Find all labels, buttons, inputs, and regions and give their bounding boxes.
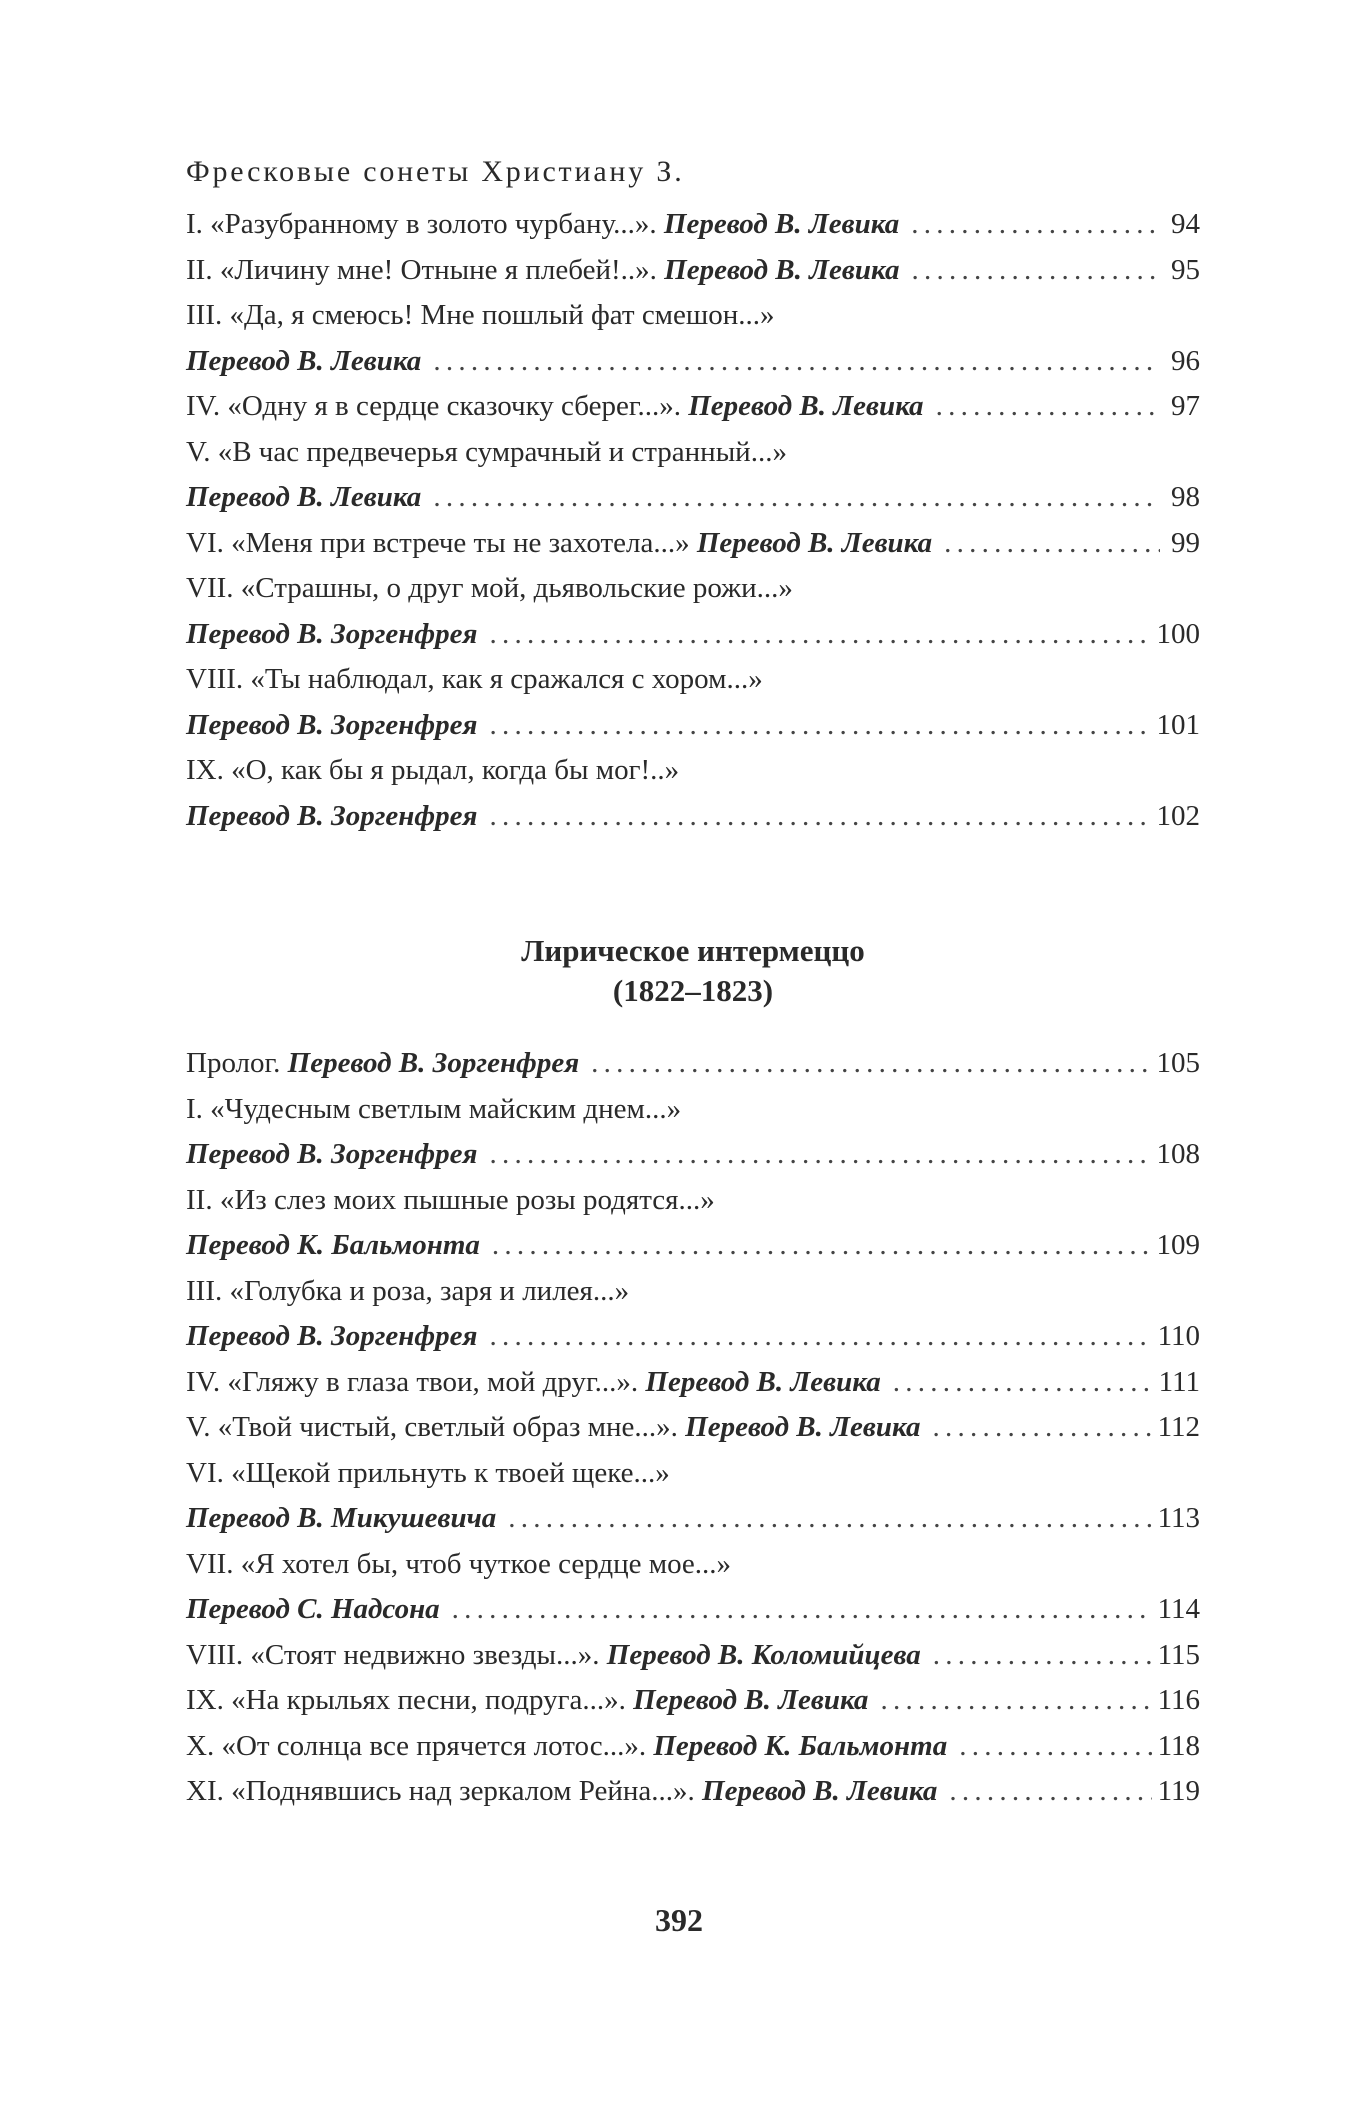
entry-title: VII. «Я хотел бы, чтоб чуткое сердце мое...»	[186, 1547, 732, 1580]
dot-leader	[893, 1360, 1153, 1406]
toc-entry-line	[186, 1724, 1200, 1770]
section-heading-title: Лирическое интермеццо	[521, 933, 865, 968]
translator: Перевод В. Левика	[186, 344, 422, 377]
toc-entry	[186, 657, 1200, 748]
toc-entry	[186, 202, 1200, 248]
dot-leader	[452, 1587, 1152, 1633]
dot-leader	[489, 794, 1150, 840]
toc-entry-line	[186, 384, 1200, 430]
toc-entry-line	[186, 1678, 1200, 1724]
section-heading-years: (1822–1823)	[612, 973, 774, 1008]
toc-entry-title-line	[186, 1542, 1200, 1588]
toc-entry-title-line	[186, 748, 1200, 794]
toc-entry-translator-line	[186, 1132, 1200, 1178]
toc-list-fresco-sonnets	[186, 202, 1200, 839]
dot-leader	[944, 521, 1160, 567]
translator: Перевод В. Коломийцева	[606, 1638, 921, 1671]
entry-title: III. «Голубка и роза, заря и лилея...»	[186, 1274, 630, 1307]
translator: Перевод В. Зоргенфрея	[186, 1138, 478, 1170]
toc-entry	[186, 1087, 1200, 1178]
page-ref: 114	[1157, 1593, 1200, 1625]
entry-title: XI. «Поднявшись над зеркалом Рейна...».	[186, 1775, 703, 1807]
translator: Перевод В. Левика	[688, 390, 924, 422]
page-ref: 98	[1171, 481, 1200, 513]
page-ref: 94	[1171, 208, 1200, 240]
entry-title: VIII. «Ты наблюдал, как я сражался с хором...»	[186, 663, 763, 695]
toc-entry-title-line	[186, 566, 1200, 612]
toc-entry	[186, 430, 1200, 521]
toc-entry	[186, 293, 1200, 384]
page-number: 392	[655, 1902, 703, 1938]
toc-entry	[186, 521, 1200, 567]
entry-title: I. «Разубранному в золото чурбану...».	[186, 208, 664, 240]
page-ref: 105	[1156, 1047, 1200, 1079]
page-ref: 112	[1157, 1411, 1200, 1443]
translator: Перевод К. Бальмонта	[186, 1229, 480, 1261]
dot-leader	[949, 1769, 1151, 1815]
section-title: Фресковые сонеты Христиану З.	[186, 155, 685, 188]
entry-text	[186, 248, 899, 294]
entry-title: X. «От солнца все прячется лотос...».	[186, 1729, 654, 1762]
entry-text	[186, 384, 924, 430]
toc-entry	[186, 1360, 1200, 1406]
entry-title: VI. «Меня при встрече ты не захотела...»	[186, 526, 697, 559]
page-ref: 96	[1171, 344, 1200, 377]
toc-entry-line	[186, 1360, 1200, 1406]
toc-entry-title-line	[186, 1451, 1200, 1497]
toc-entry-translator-line	[186, 1314, 1200, 1360]
toc-entry-line	[186, 1633, 1200, 1679]
translator: Перевод В. Зоргенфрея	[186, 617, 478, 650]
dot-leader	[936, 384, 1160, 430]
entry-text	[186, 1633, 921, 1679]
dot-leader	[489, 703, 1150, 749]
dot-leader	[489, 612, 1150, 658]
toc-entry	[186, 384, 1200, 430]
entry-title: IX. «На крыльях песни, подруга...».	[186, 1684, 634, 1716]
toc-entry-line	[186, 202, 1200, 248]
entry-title: V. «В час предвечерья сумрачный и странный...»	[186, 435, 787, 468]
toc-entry-title-line	[186, 430, 1200, 476]
toc-page	[186, 150, 1200, 1815]
dot-leader	[933, 1633, 1152, 1679]
page-ref: 119	[1157, 1775, 1200, 1807]
toc-entry-title-line	[186, 1269, 1200, 1315]
toc-entry-title-line	[186, 1087, 1200, 1133]
translator: Перевод В. Левика	[702, 1775, 938, 1807]
toc-entry	[186, 748, 1200, 839]
toc-entry	[186, 1451, 1200, 1542]
entry-title: Пролог.	[186, 1047, 288, 1079]
dot-leader	[508, 1496, 1151, 1542]
translator: Перевод В. Зоргенфрея	[186, 708, 478, 741]
entry-title: IX. «О, как бы я рыдал, когда бы мог!..»	[186, 754, 680, 786]
toc-entry	[186, 1769, 1200, 1815]
dot-leader	[489, 1314, 1151, 1360]
toc-entry-translator-line	[186, 1587, 1200, 1633]
translator: Перевод В. Левика	[685, 1411, 921, 1443]
entry-title: V. «Твой чистый, светлый образ мне...».	[186, 1411, 686, 1443]
toc-entry	[186, 1633, 1200, 1679]
translator: Перевод В. Левика	[663, 208, 900, 240]
toc-entry	[186, 566, 1200, 657]
page-ref: 101	[1156, 708, 1200, 741]
page-ref: 113	[1157, 1502, 1200, 1534]
page-ref: 97	[1171, 390, 1200, 422]
toc-entry	[186, 1269, 1200, 1360]
page-ref: 109	[1156, 1229, 1200, 1261]
entry-title: II. «Из слез моих пышные розы родятся...»	[186, 1183, 715, 1216]
toc-entry	[186, 1405, 1200, 1451]
translator: Перевод В. Зоргенфрея	[287, 1047, 580, 1079]
dot-leader	[433, 475, 1160, 521]
toc-entry-line	[186, 1769, 1200, 1815]
page-ref: 100	[1156, 617, 1200, 650]
page-ref: 99	[1171, 526, 1200, 559]
toc-entry-translator-line	[186, 794, 1200, 840]
toc-entry-line	[186, 248, 1200, 294]
entry-title: I. «Чудесным светлым майским днем...»	[186, 1092, 682, 1125]
translator: Перевод С. Надсона	[186, 1593, 440, 1625]
entry-title: VI. «Щекой прильнуть к твоей щеке...»	[186, 1456, 670, 1489]
toc-entry-title-line	[186, 657, 1200, 703]
entry-title: VIII. «Стоят недвижно звезды...».	[186, 1638, 607, 1671]
translator: Перевод В. Зоргенфрея	[186, 799, 478, 832]
page-ref: 115	[1157, 1638, 1200, 1671]
toc-entry	[186, 1542, 1200, 1633]
translator: Перевод В. Левика	[633, 1684, 869, 1716]
entry-text	[186, 1041, 579, 1087]
page-ref: 118	[1157, 1729, 1200, 1762]
dot-leader	[492, 1223, 1151, 1269]
toc-entry	[186, 1724, 1200, 1770]
translator: Перевод В. Левика	[645, 1365, 881, 1398]
page-ref: 95	[1171, 253, 1200, 286]
translator: Перевод В. Левика	[664, 253, 900, 286]
page-ref: 116	[1157, 1684, 1200, 1716]
dot-leader	[959, 1724, 1151, 1770]
toc-entry-translator-line	[186, 475, 1200, 521]
entry-title: IV. «Одну я в сердце сказочку сберег...».	[186, 390, 689, 422]
toc-entry	[186, 248, 1200, 294]
translator: Перевод К. Бальмонта	[653, 1729, 948, 1762]
translator: Перевод В. Левика	[696, 526, 933, 559]
entry-title: III. «Да, я смеюсь! Мне пошлый фат смешон...»	[186, 299, 775, 331]
dot-leader	[591, 1041, 1150, 1087]
page-ref: 108	[1156, 1138, 1200, 1170]
entry-text	[186, 202, 899, 248]
toc-entry	[186, 1041, 1200, 1087]
translator: Перевод В. Микушевича	[186, 1502, 497, 1534]
entry-text	[186, 1360, 881, 1406]
toc-entry-translator-line	[186, 339, 1200, 385]
entry-text	[186, 521, 932, 567]
entry-title: IV. «Гляжу в глаза твои, мой друг...».	[186, 1365, 646, 1398]
toc-entry-line	[186, 1405, 1200, 1451]
toc-entry-title-line	[186, 1178, 1200, 1224]
toc-entry-line	[186, 1041, 1200, 1087]
toc-entry-translator-line	[186, 703, 1200, 749]
entry-title: VII. «Страшны, о друг мой, дьявольские рожи...»	[186, 572, 793, 604]
toc-entry-line	[186, 521, 1200, 567]
toc-entry	[186, 1178, 1200, 1269]
toc-entry	[186, 1678, 1200, 1724]
dot-leader	[489, 1132, 1150, 1178]
entry-text	[186, 1724, 947, 1770]
entry-title: II. «Личину мне! Отныне я плебей!..».	[186, 253, 665, 286]
dot-leader	[880, 1678, 1151, 1724]
page-ref: 111	[1158, 1365, 1200, 1398]
section-heading	[186, 931, 1200, 1011]
toc-entry-translator-line	[186, 1496, 1200, 1542]
translator: Перевод В. Левика	[186, 481, 422, 513]
toc-list-lyrical-intermezzo	[186, 1041, 1200, 1815]
dot-leader	[911, 202, 1160, 248]
entry-text	[186, 1678, 868, 1724]
dot-leader	[911, 248, 1160, 294]
translator: Перевод В. Зоргенфрея	[186, 1320, 478, 1352]
page-ref: 110	[1157, 1320, 1200, 1352]
entry-text	[186, 1405, 920, 1451]
toc-entry-translator-line	[186, 1223, 1200, 1269]
entry-text	[186, 1769, 937, 1815]
dot-leader	[932, 1405, 1151, 1451]
toc-entry-translator-line	[186, 612, 1200, 658]
dot-leader	[433, 339, 1160, 385]
toc-entry-title-line	[186, 293, 1200, 339]
page-ref: 102	[1156, 799, 1200, 832]
